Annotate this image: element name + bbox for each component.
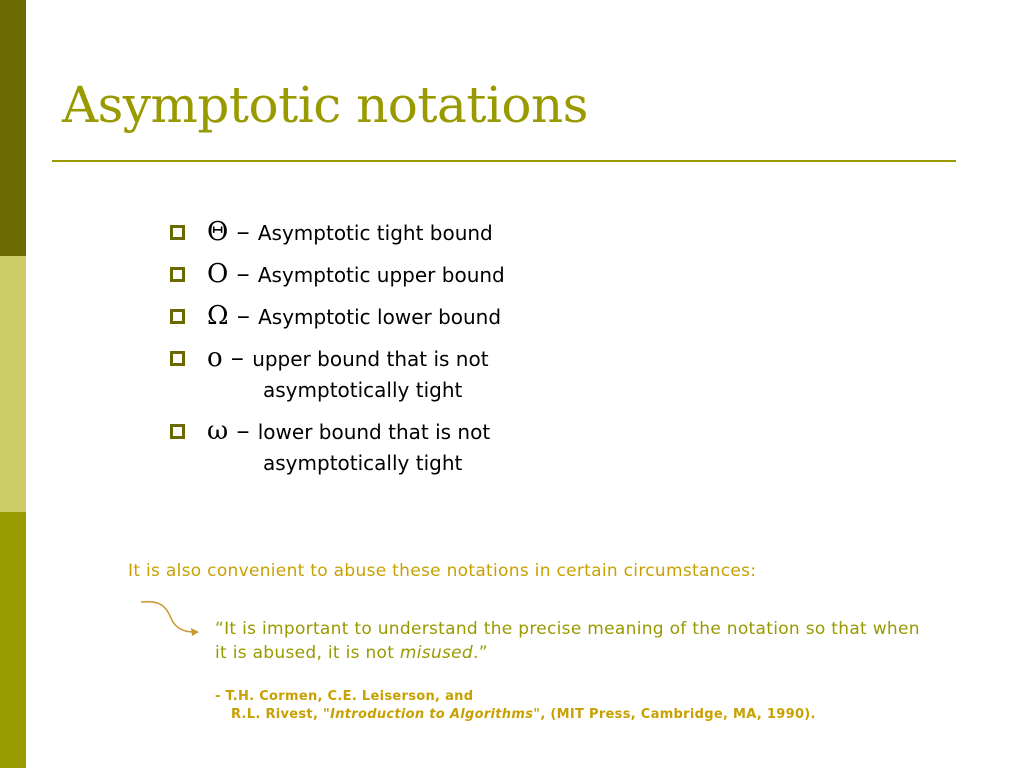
- list-item: [170, 300, 505, 333]
- notation-symbol: O: [207, 259, 229, 289]
- citation-source: [215, 706, 816, 724]
- list-item: [170, 258, 505, 291]
- list-item: [170, 216, 505, 249]
- notation-symbol: ω: [207, 416, 229, 446]
- side-bar-light: [0, 256, 26, 512]
- notation-symbol: ο: [207, 343, 223, 373]
- square-bullet-icon: [170, 424, 185, 439]
- curved-arrow-icon: [138, 598, 202, 638]
- notation-description: Asymptotic tight bound: [257, 221, 493, 245]
- notation-list: [170, 216, 505, 488]
- quote-end: .”: [473, 643, 488, 663]
- slide-title: Asymptotic notations: [62, 76, 588, 134]
- dash: –: [228, 217, 258, 247]
- citation-book-title: Introduction to Algorithms: [330, 707, 534, 722]
- dash: –: [228, 259, 258, 289]
- square-bullet-icon: [170, 351, 185, 366]
- square-bullet-icon: [170, 309, 185, 324]
- citation-authors: - T.H. Cormen, C.E. Leiserson, and: [215, 689, 474, 704]
- citation-author-last: R.L. Rivest, ": [231, 707, 331, 722]
- citation-publisher: ", (MIT Press, Cambridge, MA, 1990).: [533, 707, 816, 722]
- citation: [215, 688, 816, 724]
- dash: –: [228, 301, 259, 331]
- notation-description: lower bound that is not: [257, 420, 491, 444]
- dash: –: [228, 416, 258, 446]
- notation-description: Asymptotic lower bound: [258, 305, 502, 329]
- notation-description: Asymptotic upper bound: [257, 263, 505, 287]
- list-item: [170, 415, 505, 479]
- quote-text: “It is important to understand the precise meaning of the notation so that when it is abused, it is not: [215, 619, 920, 663]
- side-bar-mid: [0, 512, 26, 768]
- square-bullet-icon: [170, 225, 185, 240]
- cormen-quote: [215, 617, 935, 665]
- square-bullet-icon: [170, 267, 185, 282]
- dash: –: [222, 343, 253, 373]
- notation-symbol: Ω: [207, 301, 229, 331]
- title-underline: [52, 160, 956, 162]
- notation-description: upper bound that is not: [252, 347, 489, 371]
- notation-description-continued: asymptotically tight: [263, 378, 463, 402]
- side-bar-dark: [0, 0, 26, 256]
- abuse-note: It is also convenient to abuse these notations in certain circumstances:: [128, 561, 757, 581]
- notation-symbol: Θ: [207, 217, 229, 247]
- notation-description-continued: asymptotically tight: [263, 451, 463, 475]
- list-item: [170, 342, 505, 406]
- quote-emphasis: misused: [399, 643, 474, 663]
